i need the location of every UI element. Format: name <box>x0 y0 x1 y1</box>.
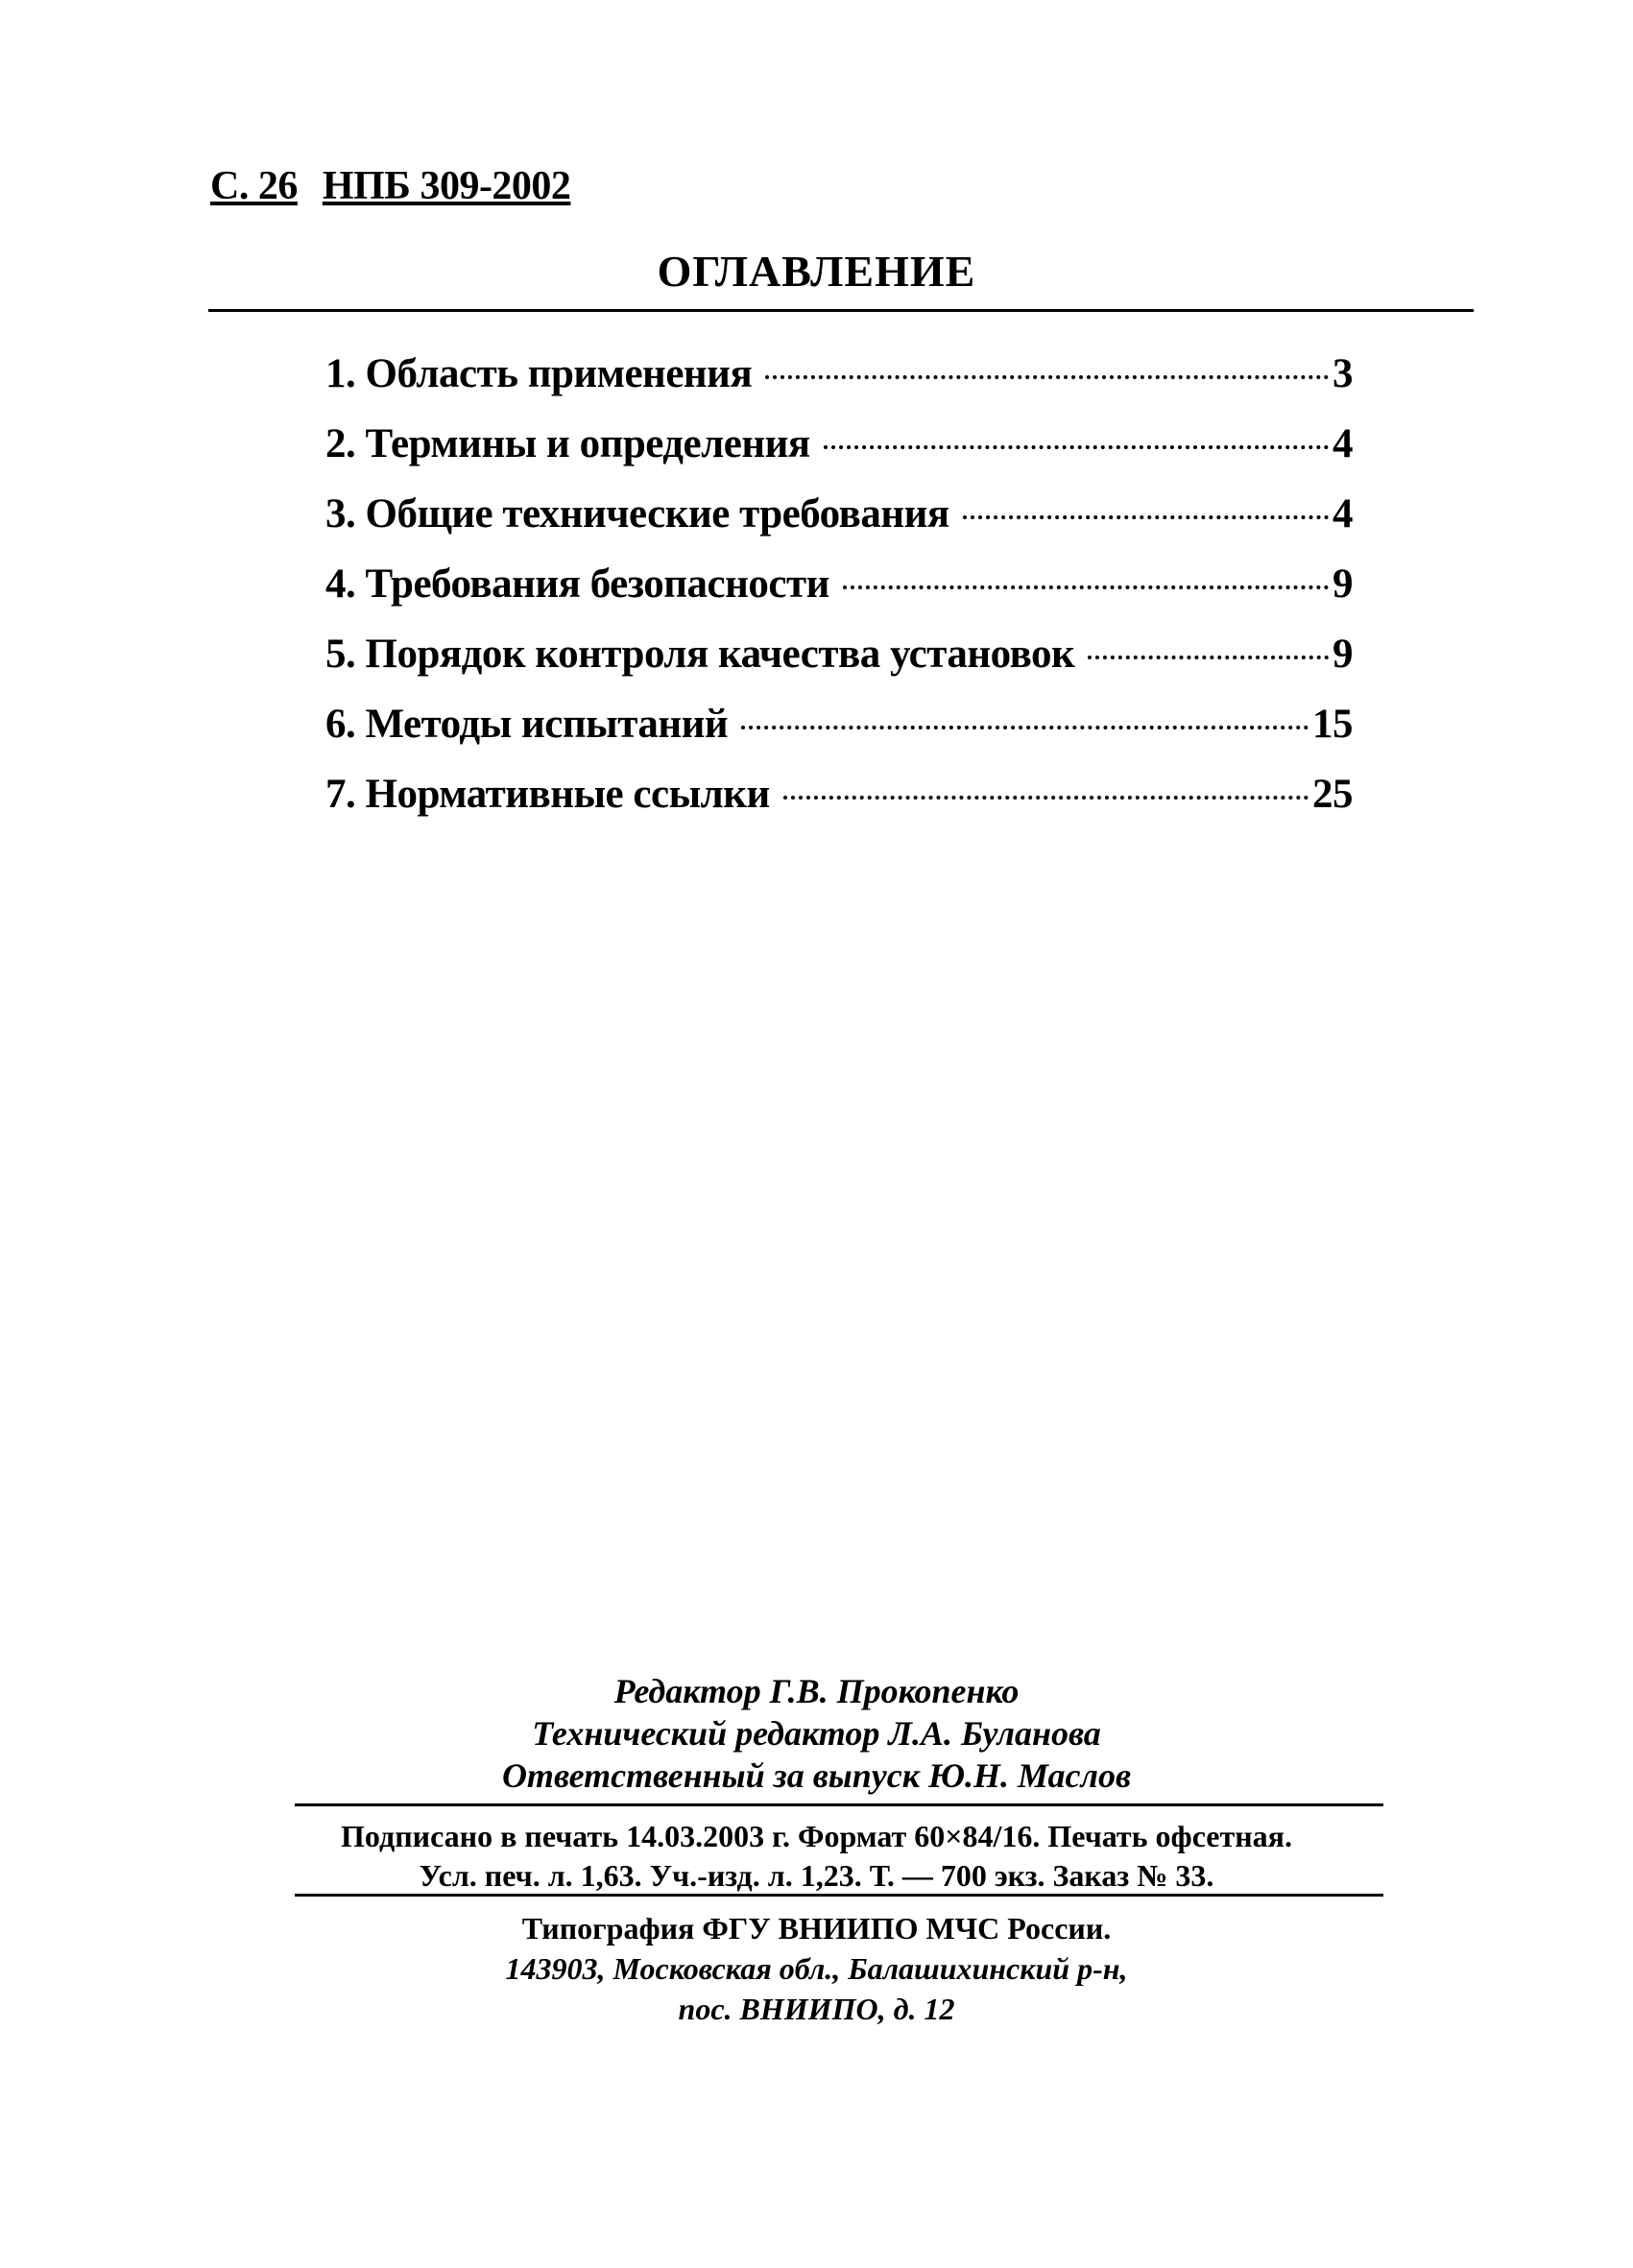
toc-entry-label: 4. Требования безопасности <box>325 561 829 607</box>
dot-leader <box>765 375 1329 379</box>
toc-entry-page: 15 <box>1312 702 1353 747</box>
dot-leader <box>741 726 1309 729</box>
imprint-line-2: Усл. печ. л. 1,63. Уч.-изд. л. 1,23. Т. — 700 экз. Заказ № 33. <box>419 1858 1214 1893</box>
toc-entry-page: 4 <box>1333 491 1353 537</box>
dot-leader <box>824 445 1329 449</box>
printer-address-1: 143903, Московская обл., Балашихинский р-н, <box>505 1951 1128 1986</box>
page-header <box>210 163 570 209</box>
toc-title: ОГЛАВЛЕНИЕ <box>657 247 976 296</box>
printer-block <box>0 1908 1633 2029</box>
imprint-top-divider <box>295 1803 1383 1806</box>
editor-credit: Редактор Г.В. Прокопенко <box>613 1672 1020 1710</box>
page-number: С. 26 <box>210 164 298 208</box>
printer-address-2: пос. ВНИИПО, д. 12 <box>678 1992 955 2026</box>
credits-block <box>0 1670 1633 1797</box>
toc-entry-page: 9 <box>1333 561 1353 607</box>
dot-leader <box>783 796 1309 800</box>
toc-entry <box>325 420 1353 490</box>
responsible-credit: Ответственный за выпуск Ю.Н. Маслов <box>501 1756 1132 1795</box>
toc-entry <box>325 490 1353 561</box>
toc-entry-label: 5. Порядок контроля качества установок <box>325 632 1075 677</box>
toc-entry-label: 3. Общие технические требования <box>325 491 949 537</box>
toc-entry <box>325 701 1353 771</box>
printer-name: Типография ФГУ ВНИИПО МЧС России. <box>521 1911 1112 1946</box>
imprint-line-1: Подписано в печать 14.03.2003 г. Формат 60×84/16. Печать офсетная. <box>341 1819 1292 1853</box>
toc-entry-label: 1. Область применения <box>325 351 753 396</box>
tech-editor-credit: Технический редактор Л.А. Буланова <box>532 1714 1101 1753</box>
toc-entry-page: 4 <box>1333 421 1353 466</box>
toc-entry <box>325 350 1353 420</box>
document-code: НПБ 309-2002 <box>322 164 571 208</box>
toc-entry <box>325 631 1353 701</box>
toc-entry-page: 3 <box>1333 351 1353 396</box>
toc-entry-page: 25 <box>1312 772 1353 817</box>
dot-leader <box>843 585 1329 589</box>
table-of-contents <box>325 350 1353 841</box>
imprint-bottom-divider <box>295 1894 1383 1897</box>
imprint-block <box>0 1817 1633 1896</box>
dot-leader <box>1088 656 1329 659</box>
toc-entry <box>325 771 1353 841</box>
toc-divider <box>208 309 1474 312</box>
toc-entry <box>325 561 1353 631</box>
toc-entry-page: 9 <box>1333 632 1353 677</box>
dot-leader <box>963 515 1329 519</box>
toc-entry-label: 2. Термины и определения <box>325 421 810 466</box>
toc-entry-label: 6. Методы испытаний <box>325 702 729 747</box>
toc-entry-label: 7. Нормативные ссылки <box>325 772 770 817</box>
